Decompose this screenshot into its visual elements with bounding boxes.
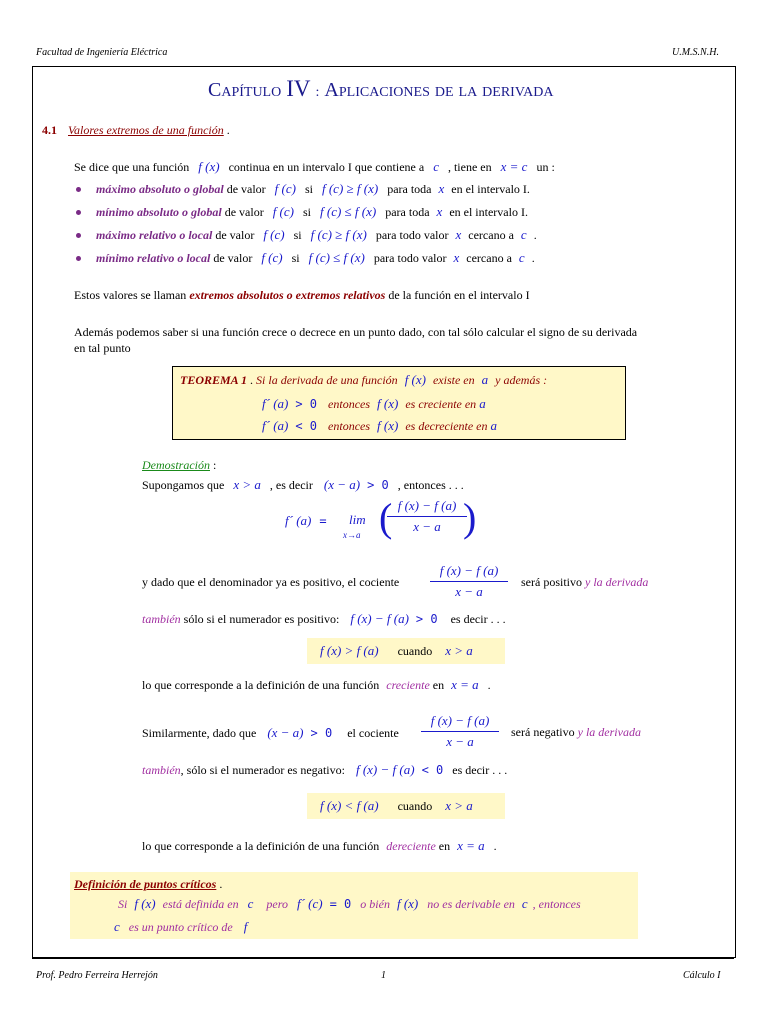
intro-text-4: un :	[536, 160, 555, 174]
bullet-text: para toda	[385, 205, 430, 219]
demo-text: Supongamos que	[142, 478, 225, 492]
bullet-text: en el intervalo I.	[451, 182, 530, 196]
limit-fraction	[387, 498, 467, 535]
theorem-text: y además :	[495, 373, 548, 387]
demo-emphasis: dereciente	[386, 839, 436, 853]
theorem-fx: f (x)	[404, 372, 426, 387]
math-fprime-c: f´ (c)	[296, 896, 323, 911]
math-x-eq-a: x = a	[457, 838, 485, 853]
theorem-statement	[180, 372, 547, 388]
math-equals: =	[319, 514, 327, 528]
theorem-dot: .	[250, 373, 254, 387]
paren-right-icon: )	[463, 495, 477, 540]
fraction-denominator: x − a	[446, 734, 474, 749]
math-f: f	[243, 919, 248, 934]
page-number: 1	[381, 970, 386, 981]
bullet-text: para toda	[387, 182, 432, 196]
demo-suppose	[142, 477, 464, 493]
demo-colon: :	[213, 458, 217, 472]
math-fx: f (x)	[134, 896, 156, 911]
fraction-denominator: x − a	[413, 519, 441, 534]
demo-text: , es decir	[269, 478, 313, 492]
title-colon: :	[315, 85, 320, 100]
theorem-text: entonces	[328, 419, 371, 433]
bullet-math: x	[438, 181, 445, 196]
math-x-gt-a: x > a	[445, 798, 473, 813]
math-eq-zero: = 0	[329, 897, 352, 911]
critical-text: Si	[118, 897, 128, 911]
demo-heading	[142, 458, 216, 473]
fraction-denominator: x − a	[455, 584, 483, 599]
theorem-text: existe en	[432, 373, 475, 387]
bullet-math: x	[453, 250, 460, 265]
math-a: a	[490, 418, 497, 433]
math-x-minus-a: (x − a)	[323, 477, 361, 492]
bullet-text: de valor	[226, 182, 266, 196]
math-gt-zero: > 0	[367, 478, 389, 492]
bullet-text: si	[293, 228, 302, 242]
section-dot: .	[226, 123, 230, 137]
theorem-label: TEOREMA 1	[180, 373, 248, 387]
bullet-text: de valor	[224, 205, 264, 219]
demo-label: Demostración	[142, 458, 210, 472]
chapter-title	[208, 76, 553, 102]
fraction-bar	[430, 581, 508, 582]
critical-heading	[74, 877, 222, 892]
bullet-term: mínimo absoluto o global	[96, 205, 222, 219]
bullet-icon	[76, 233, 81, 238]
title-chapter-word: Capítulo	[208, 79, 282, 101]
bullet-term: mínimo relativo o local	[96, 251, 211, 265]
result-increasing	[320, 643, 473, 659]
demo-p2	[142, 611, 506, 627]
critical-label: Definición de puntos críticos	[74, 877, 217, 891]
bullet-text: de valor	[213, 251, 253, 265]
critical-text: , entonces	[532, 897, 581, 911]
fraction-bar	[387, 516, 467, 517]
math-lt-zero: < 0	[421, 763, 444, 777]
math-c: c	[247, 896, 254, 911]
bullet-inequality: f (c) ≤ f (x)	[320, 204, 377, 219]
theorem-a: a	[481, 372, 489, 387]
demo-p6	[142, 838, 497, 854]
bullet-math: c	[520, 227, 527, 242]
limit-operator: lim	[349, 512, 366, 527]
bullet-text: para todo valor	[375, 228, 449, 242]
math-x-gt-a: x > a	[445, 643, 473, 658]
extremos-text-1: Estos valores se llaman	[74, 288, 187, 302]
math-fx: f (x)	[377, 418, 399, 433]
math-c: c	[521, 896, 528, 911]
demo-text: .	[487, 678, 491, 692]
bullet-icon	[76, 256, 81, 261]
bullet-text: si	[291, 251, 300, 265]
bullet-term: máximo absoluto o global	[96, 182, 224, 196]
header-university: U.M.S.N.H.	[672, 47, 719, 58]
demo-text: cuando	[397, 644, 433, 658]
intro-fx: f (x)	[198, 159, 220, 174]
demo-text: cuando	[397, 799, 433, 813]
math-numerator: f (x) − f (a)	[355, 762, 415, 777]
extremos-emphasis: extremos absolutos o extremos relativos	[189, 288, 386, 302]
bullet-math: f (c)	[274, 181, 296, 196]
extremos-text-2: de la función en el intervalo I	[388, 288, 530, 302]
demo-text: es decir . . .	[450, 612, 506, 626]
bullet-term: máximo relativo o local	[96, 228, 213, 242]
bullet-inequality: f (c) ≥ f (x)	[310, 227, 367, 242]
theorem-text: es creciente en	[405, 397, 477, 411]
section-number: 4.1	[42, 123, 57, 137]
demo-text: lo que corresponde a la definición de una función	[142, 839, 380, 853]
section-title: Valores extremos de una función	[68, 123, 224, 137]
bullet-text: cercano a	[468, 228, 514, 242]
demo-emphasis: y la derivada	[585, 575, 649, 589]
math-a: a	[479, 396, 486, 411]
bullet-item	[96, 227, 537, 243]
intro-text-3: , tiene en	[447, 160, 492, 174]
bullet-text: .	[531, 251, 535, 265]
fraction-bar	[421, 731, 499, 732]
quotient-fraction	[430, 563, 508, 600]
ademas-line-1: Además podemos saber si una función crece o decrece en un punto dado, con tal sólo calcular el signo de su derivada	[74, 325, 638, 339]
critical-text: o bién	[360, 897, 390, 911]
bullet-text: .	[533, 228, 537, 242]
math-gt-zero: > 0	[415, 612, 438, 626]
intro-c: c	[433, 159, 439, 174]
math-fprime-a: f´ (a)	[285, 513, 312, 528]
title-subject: Aplicaciones de la derivada	[324, 79, 554, 101]
math-fx: f (x)	[396, 896, 419, 911]
demo-text: será positivo	[521, 575, 582, 589]
math-c: c	[114, 919, 120, 934]
math-inequality: f (x) > f (a)	[320, 643, 379, 658]
math-fx: f (x)	[377, 396, 399, 411]
critical-text: pero	[266, 897, 288, 911]
bullet-text: si	[302, 205, 311, 219]
demo-p1-text: y dado que el denominador ya es positivo, el cociente	[142, 575, 400, 589]
demo-p1-tail	[521, 575, 648, 590]
demo-text: Similarmente, dado que	[142, 726, 257, 740]
math-gt-zero: > 0	[310, 726, 333, 740]
extremos-sentence	[74, 288, 530, 303]
header-faculty: Facultad de Ingeniería Eléctrica	[36, 47, 168, 58]
intro-text-1: Se dice que una función	[74, 160, 190, 174]
math-x-gt-a: x > a	[233, 477, 261, 492]
demo-text: sólo si el numerador es positivo:	[183, 612, 340, 626]
theorem-text: entonces	[328, 397, 371, 411]
footer-course: Cálculo I	[683, 970, 721, 981]
section-heading	[42, 123, 230, 138]
math-x-eq-a: x = a	[451, 677, 479, 692]
bullet-math: f (c)	[263, 227, 285, 242]
bullet-text: para todo valor	[373, 251, 447, 265]
bullet-inequality: f (c) ≥ f (x)	[321, 181, 379, 196]
demo-p4	[142, 725, 399, 741]
math-numerator: f (x) − f (a)	[350, 611, 409, 626]
demo-text: , entonces . . .	[397, 478, 464, 492]
demo-p5	[142, 762, 507, 778]
bullet-text: de valor	[215, 228, 255, 242]
demo-text: en	[438, 839, 451, 853]
fraction-numerator: f (x) − f (a)	[397, 498, 457, 513]
critical-definition-line-1	[118, 896, 581, 912]
bullet-math: x	[455, 227, 462, 242]
fraction-numerator: f (x) − f (a)	[430, 713, 490, 728]
quotient-fraction	[421, 713, 499, 750]
theorem-condition-1	[262, 396, 486, 412]
bullet-icon	[76, 210, 81, 215]
math-ineq: < 0	[295, 419, 318, 433]
bullet-text: en el intervalo I.	[449, 205, 528, 219]
limit-subscript: x→a	[343, 530, 361, 540]
bullet-text: si	[304, 182, 313, 196]
demo-text: el cociente	[347, 726, 399, 740]
critical-text: está definida en	[162, 897, 239, 911]
bullet-item	[96, 250, 535, 266]
demo-text: , sólo si el numerador es negativo:	[180, 763, 345, 777]
demo-emphasis: creciente	[386, 678, 430, 692]
demo-text: .	[493, 839, 497, 853]
footer-rule	[32, 958, 734, 959]
bullet-item	[96, 181, 530, 197]
math-ineq: > 0	[295, 397, 318, 411]
bullet-math: f (c)	[261, 250, 283, 265]
demo-emphasis: también	[142, 612, 181, 626]
demo-emphasis: y la derivada	[577, 725, 641, 739]
demo-p3	[142, 677, 491, 693]
math-inequality: f (x) < f (a)	[320, 798, 379, 813]
demo-text: será negativo	[511, 725, 575, 739]
demo-text: es decir . . .	[452, 763, 508, 777]
limit-lhs	[285, 512, 327, 530]
theorem-text: Si la derivada de una función	[256, 373, 398, 387]
bullet-math: x	[436, 204, 443, 219]
title-chapter-number: IV	[286, 76, 311, 101]
bullet-math: c	[518, 250, 525, 265]
footer-author: Prof. Pedro Ferreira Herrejón	[36, 970, 158, 981]
math-fprime: f´ (a)	[262, 418, 289, 433]
bullet-math: f (c)	[272, 204, 294, 219]
demo-text: en	[432, 678, 445, 692]
result-decreasing	[320, 798, 473, 814]
demo-text: lo que corresponde a la definición de una función	[142, 678, 380, 692]
demo-emphasis: también	[142, 763, 181, 777]
intro-sentence	[74, 159, 555, 175]
fraction-numerator: f (x) − f (a)	[439, 563, 499, 578]
math-x-minus-a: (x − a)	[267, 725, 304, 740]
demo-p4-tail	[511, 725, 641, 740]
theorem-condition-2	[262, 418, 497, 434]
bullet-item	[96, 204, 528, 220]
critical-definition-line-2	[114, 919, 247, 935]
bullet-inequality: f (c) ≤ f (x)	[308, 250, 365, 265]
intro-text-2: continua en un intervalo I que contiene a	[228, 160, 425, 174]
bullet-icon	[76, 187, 81, 192]
intro-xc: x = c	[500, 159, 528, 174]
paren-left-icon: (	[379, 495, 393, 540]
theorem-text: es decreciente en	[405, 419, 488, 433]
critical-text: es un punto crítico de	[128, 920, 233, 934]
bullet-text: cercano a	[466, 251, 512, 265]
critical-text: no es derivable en	[427, 897, 515, 911]
math-fprime: f´ (a)	[262, 396, 289, 411]
ademas-line-2: en tal punto	[74, 341, 131, 355]
critical-dot: .	[219, 877, 223, 891]
